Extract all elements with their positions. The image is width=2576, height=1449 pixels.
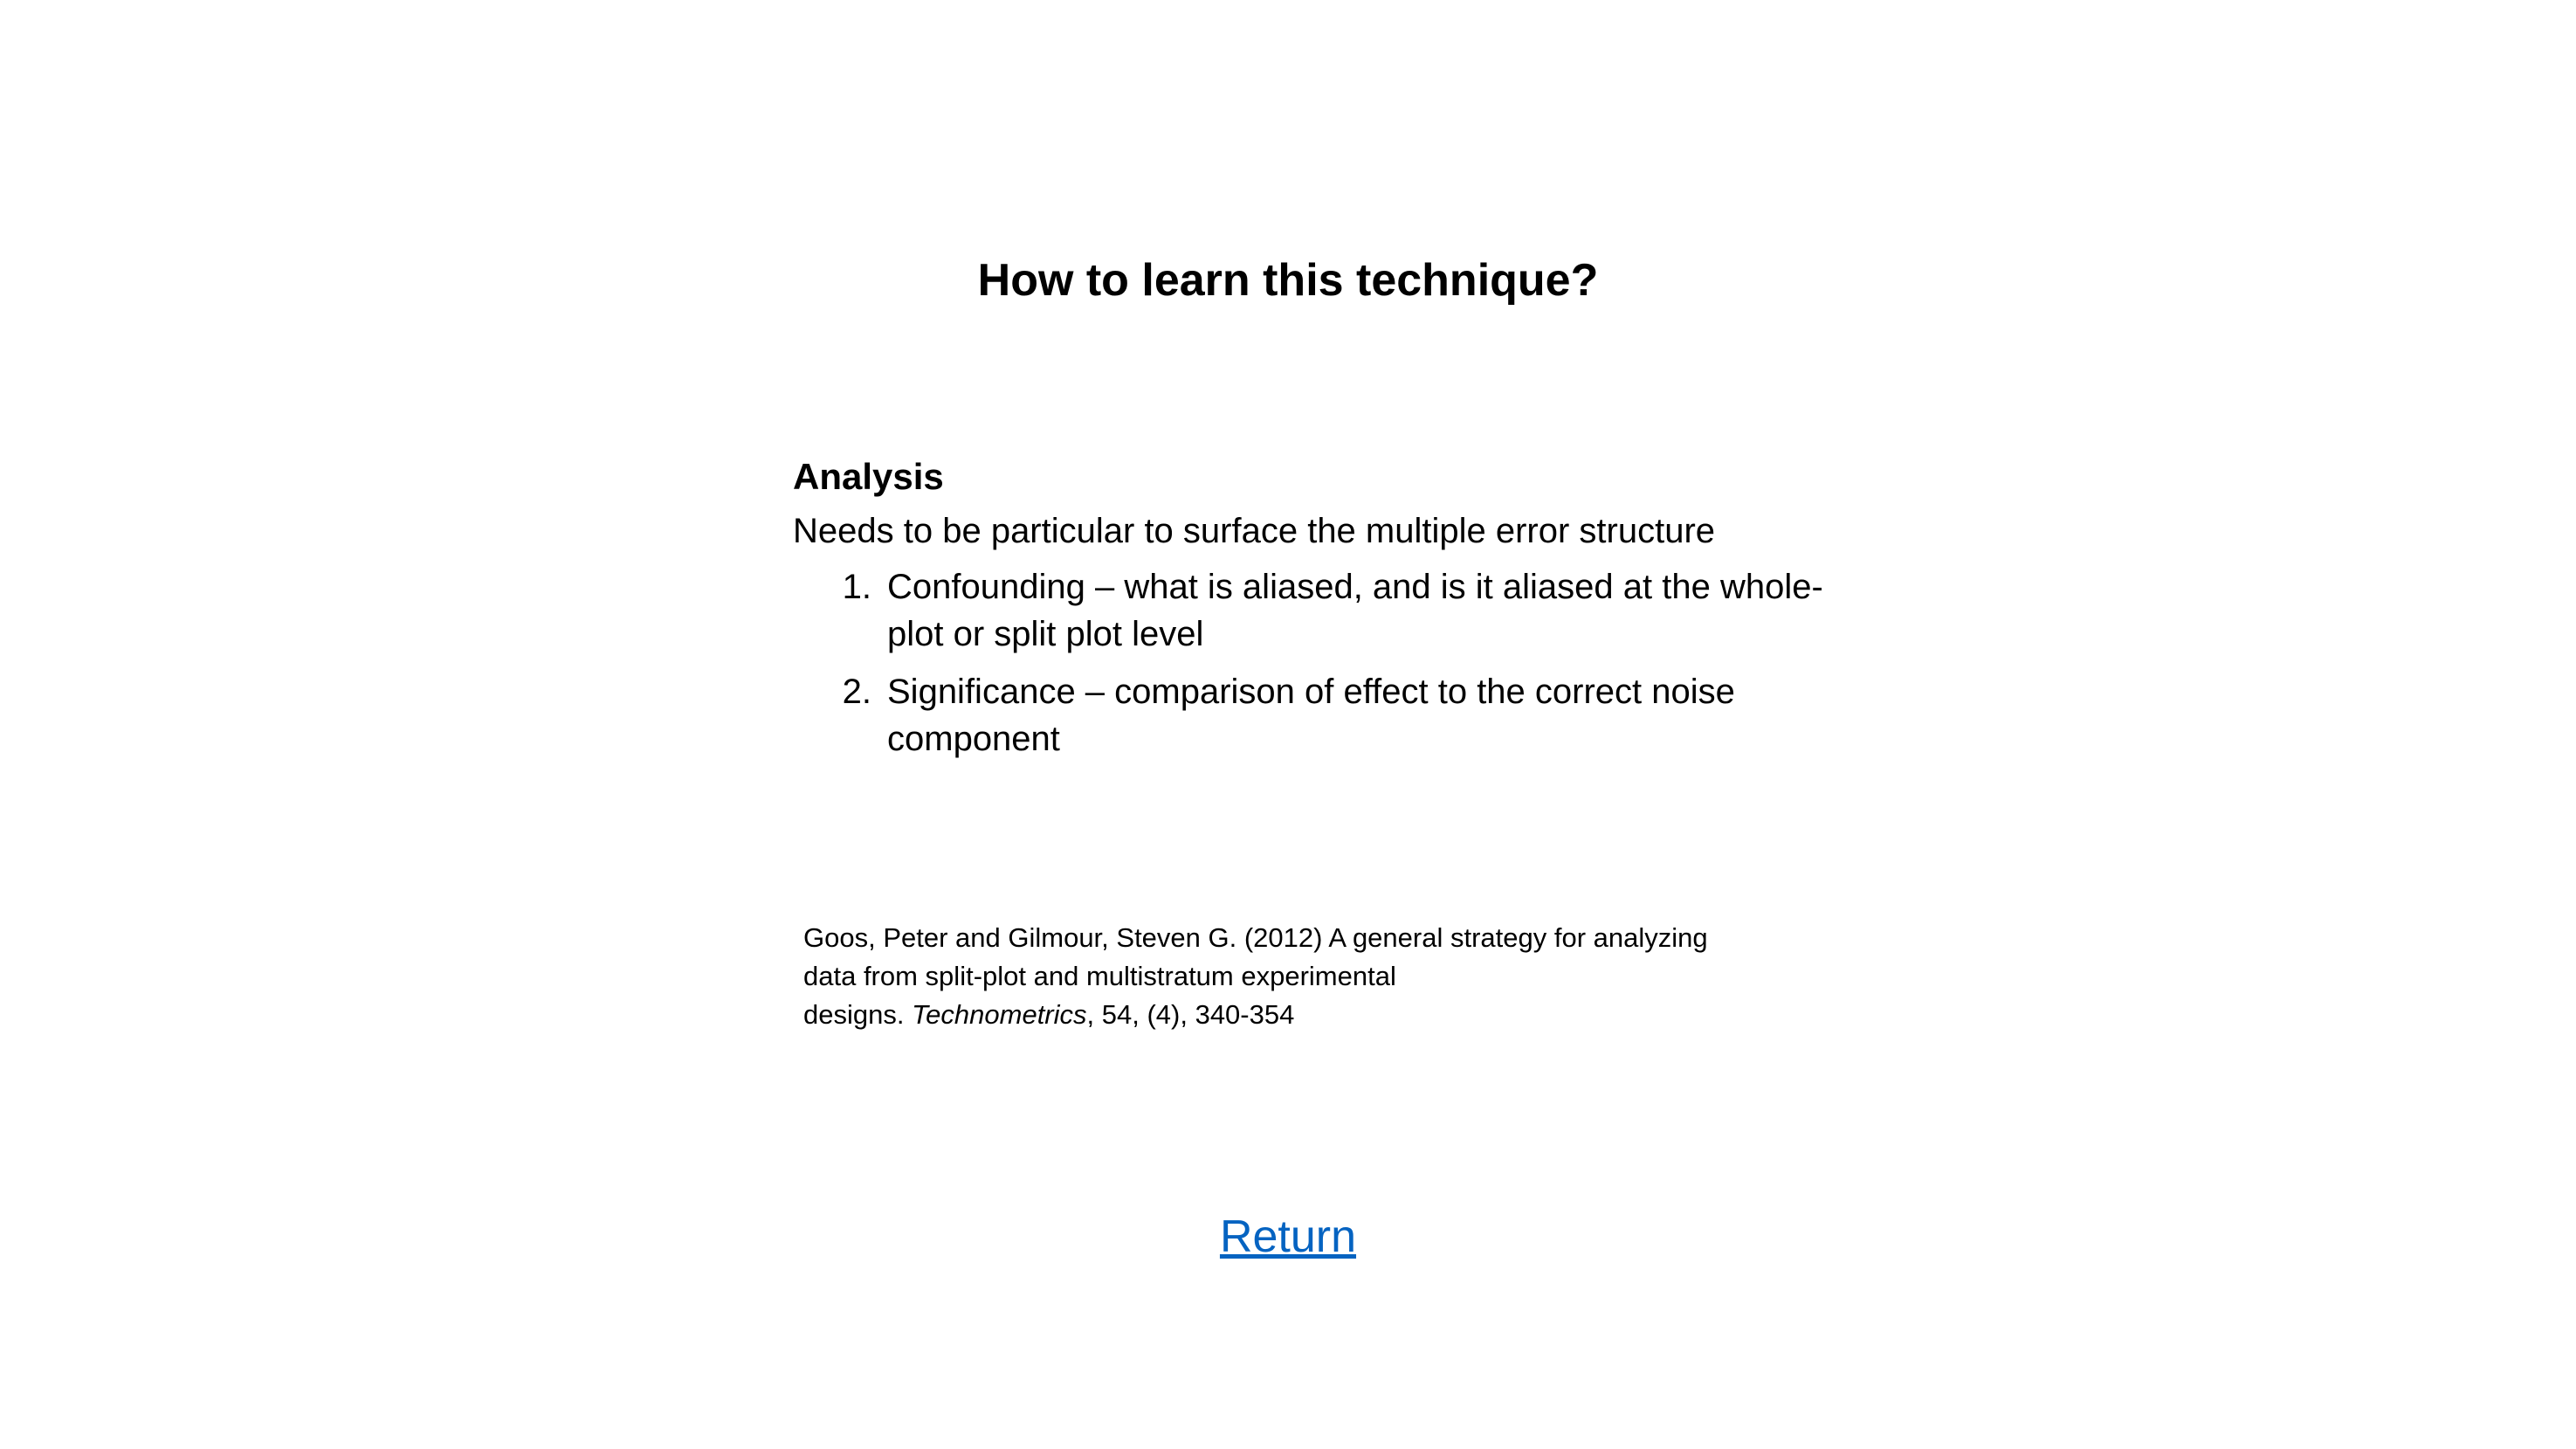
- list-item-number: 1.: [842, 568, 871, 606]
- section-heading: Analysis: [793, 456, 944, 497]
- numbered-points: [793, 563, 1823, 762]
- citation-journal: Technometrics: [912, 999, 1087, 1030]
- citation-line-1: Goos, Peter and Gilmour, Steven G. (2012) A general strategy for analyzing: [803, 922, 1708, 953]
- section-intro: Needs to be particular to surface the multiple error structure: [793, 512, 1716, 550]
- citation-line-2: data from split-plot and multistratum experimental: [803, 961, 1396, 991]
- return-link-container: [0, 1206, 2576, 1267]
- slide-title: How to learn this technique?: [977, 255, 1599, 306]
- analysis-section: [793, 450, 1823, 773]
- return-link[interactable]: Return: [1219, 1211, 1357, 1262]
- citation-line-3-prefix: designs.: [803, 999, 913, 1030]
- list-item: [793, 668, 1823, 762]
- citation-line-3-suffix: , 54, (4), 340-354: [1086, 999, 1295, 1030]
- reference-citation: [803, 919, 1816, 1034]
- list-item-number: 2.: [842, 673, 871, 711]
- list-item: [793, 563, 1823, 658]
- list-item-text: Confounding – what is aliased, and is it aliased at the whole-plot or split plot level: [887, 568, 1823, 653]
- list-item-text: Significance – comparison of effect to the correct noise component: [887, 673, 1735, 758]
